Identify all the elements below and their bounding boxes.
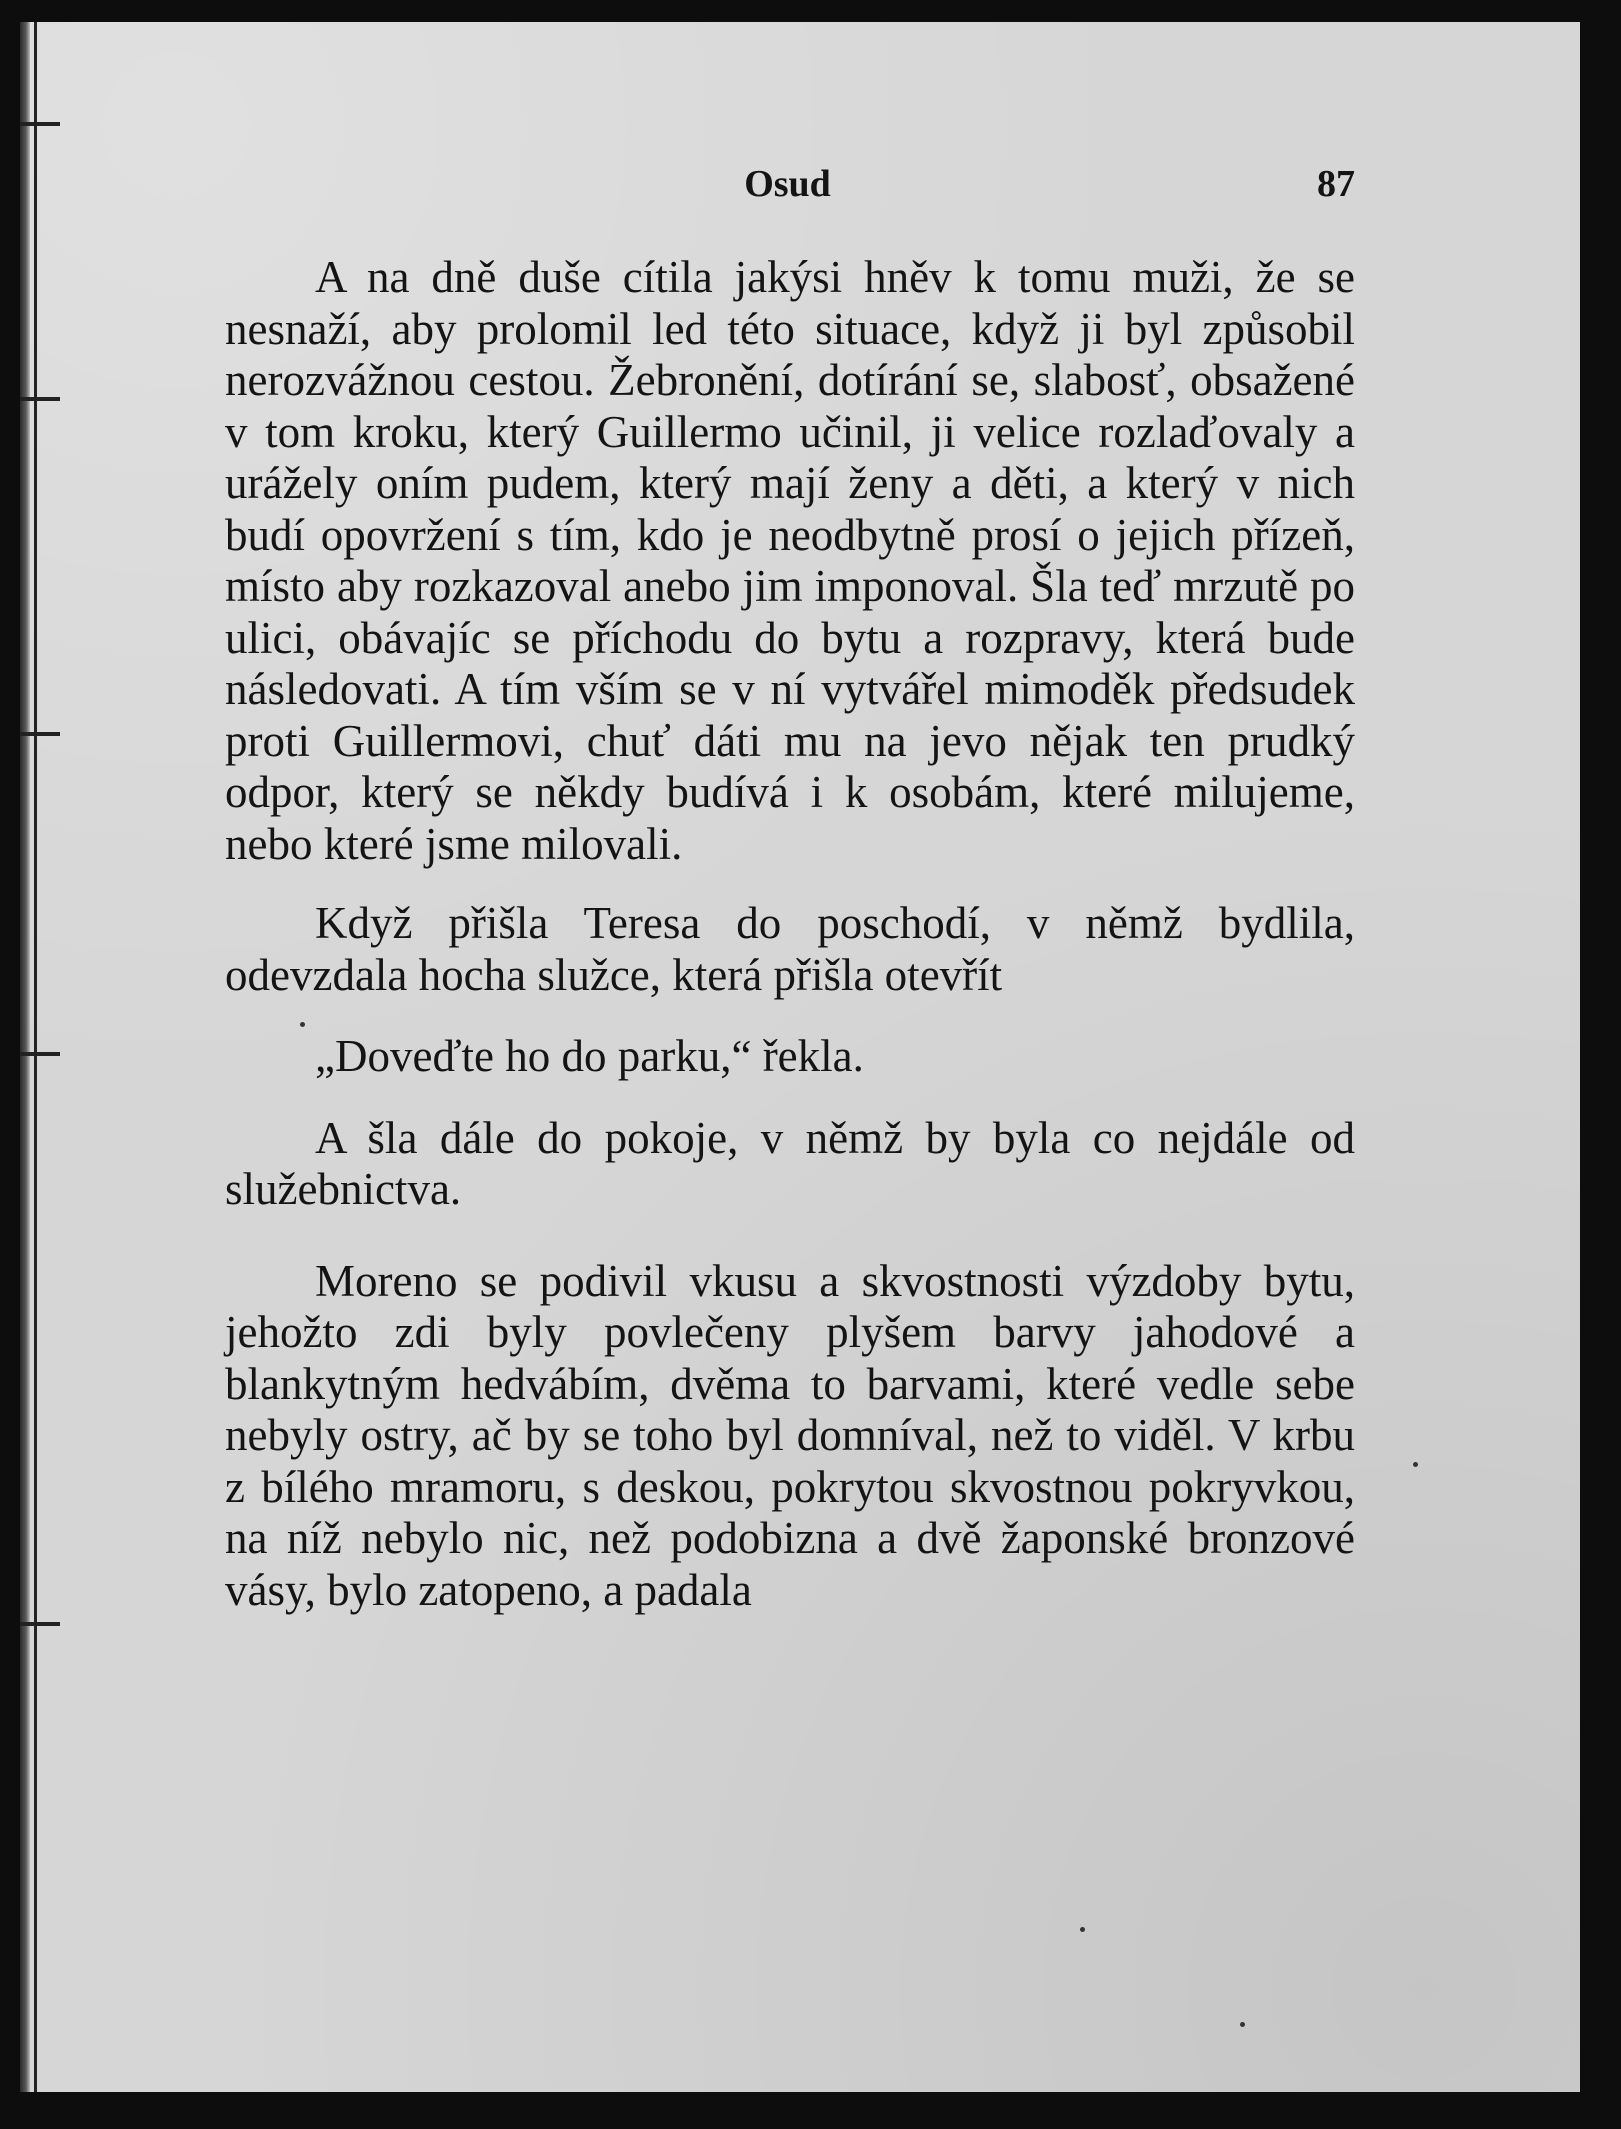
paragraph: A šla dále do pokoje, v němž by byla co nejdále od služebnictva. xyxy=(225,1112,1355,1214)
binding-mark xyxy=(20,732,60,736)
paragraph: A na dně duše cítila jakýsi hněv k tomu muži, že se nesnaží, aby prolomil led této situace, když ji byl způsobil nerozvážnou cestou. Žebronění, dotírání se, slabosť, obsažené v tom kroku, který Guillermo učinil, ji velice rozlaďovaly a urážely oním pudem, který mají ženy a děti, a který v nich budí opovržení s tím, kdo je neodbytně prosí o jejich přízeň, místo aby rozkazoval anebo jim imponoval. Šla teď mrzutě po ulici, obávajíc se příchodu do bytu a rozpravy, která bude následovati. A tím vším se v ní vytvářel mimoděk předsudek proti Guillermovi, chuť dáti mu na jevo nějak ten prudký odpor, který se někdy budívá i k osobám, které milujeme, nebo které jsme milovali. xyxy=(225,252,1355,869)
binding-mark xyxy=(20,1052,60,1056)
page-binding-edge xyxy=(20,22,30,2092)
binding-stitch-line xyxy=(34,22,37,2092)
binding-mark xyxy=(20,397,60,401)
binding-mark xyxy=(20,1622,60,1626)
page-sheet xyxy=(20,22,1580,2092)
running-title: Osud xyxy=(744,163,831,205)
paragraph: Když přišla Teresa do poschodí, v němž bydlila, odevzdala hocha služce, která přišla otevřít xyxy=(225,898,1355,1000)
body-text xyxy=(225,252,1355,1616)
speck xyxy=(1240,2022,1245,2027)
page-header xyxy=(220,162,1355,222)
binding-mark xyxy=(20,122,60,126)
paragraph: Moreno se podivil vkusu a skvostnosti výzdoby bytu, jehožto zdi byly povlečeny plyšem barvy jahodové a blankytným hedvábím, dvěma to barvami, které vedle sebe nebyly ostry, ač by se toho byl domníval, než to viděl. V krbu z bílého mramoru, s deskou, pokrytou skvostnou pokryvkou, na níž nebylo nic, než podobizna a dvě žaponské bronzové vásy, bylo zatopeno, a padala xyxy=(225,1255,1355,1615)
speck xyxy=(1080,1927,1085,1932)
speck xyxy=(1413,1462,1418,1467)
page-number: 87 xyxy=(1317,163,1355,205)
paragraph: „Doveďte ho do parku,“ řekla. xyxy=(315,1031,864,1081)
